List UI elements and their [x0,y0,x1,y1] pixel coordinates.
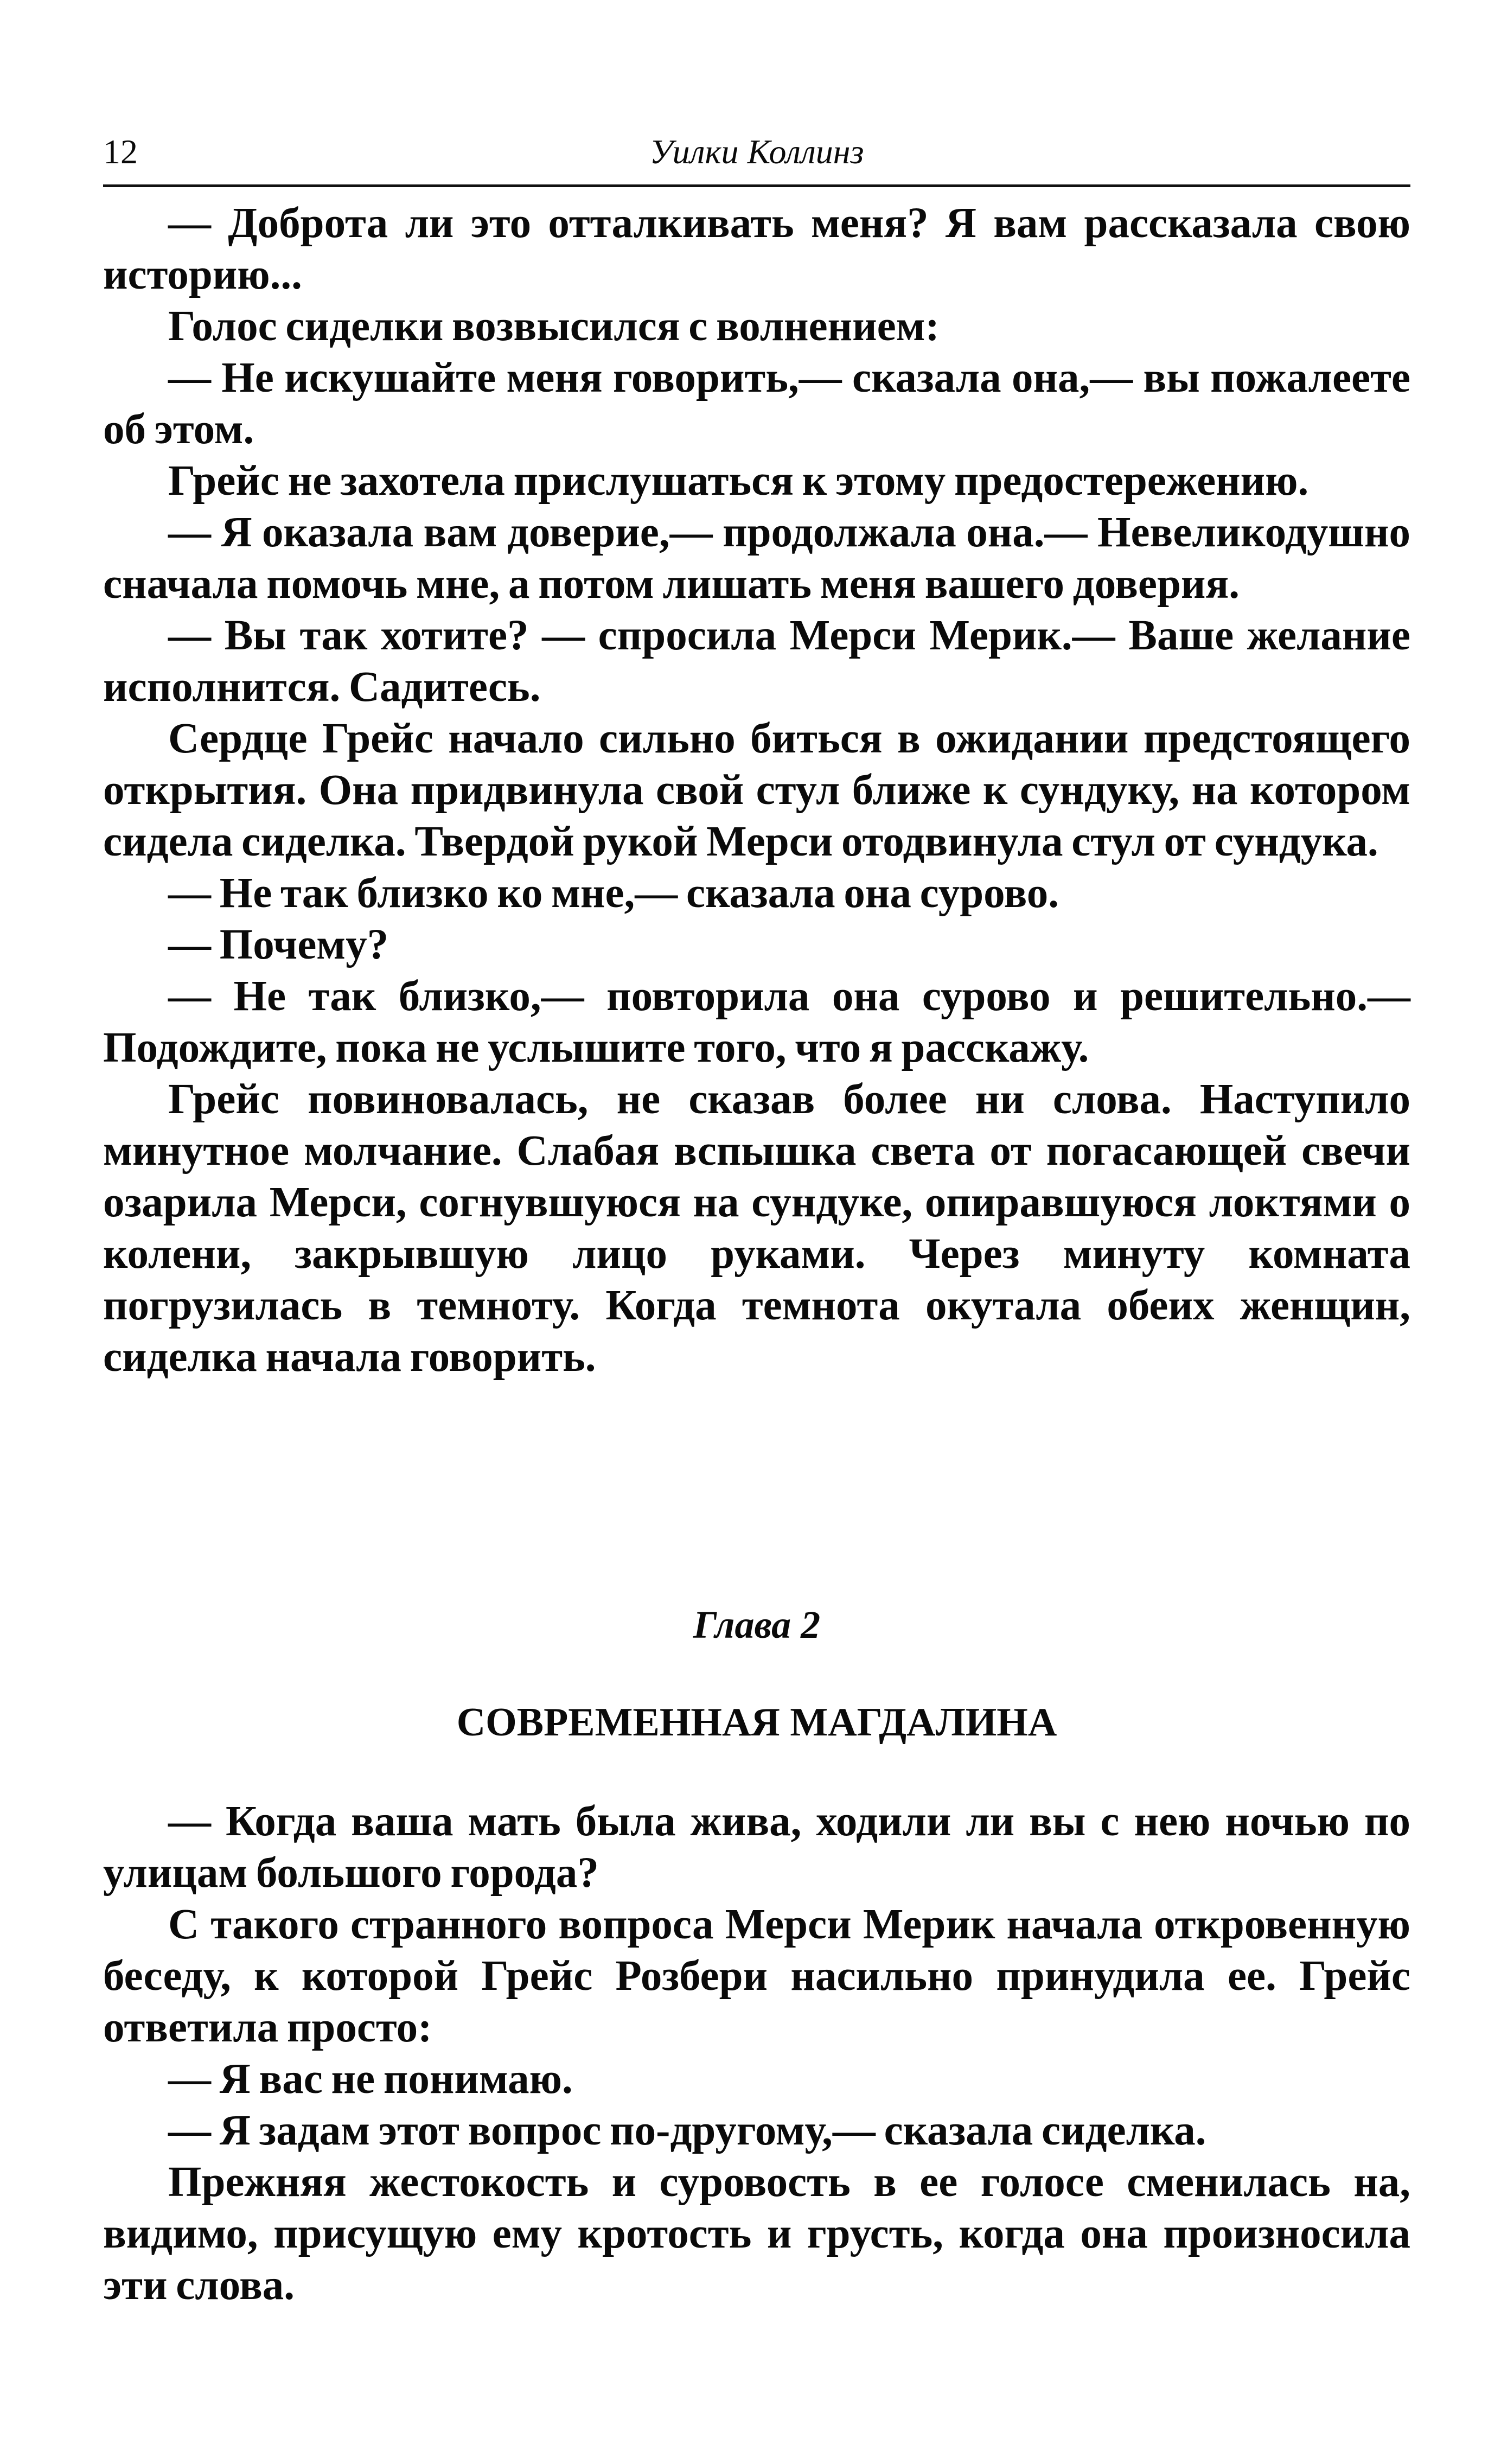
chapter-label: Глава 2 [693,1603,821,1646]
paragraph: Сердце Грейс начало сильно биться в ожидании предстоящего открытия. Она придвинула свой стул ближе к сундуку, на котором сидела сиделка. Твердой рукой Мерси отодвинула стул от сундука. [103,715,1410,865]
paragraph: Грейс повиновалась, не сказав более ни слова. Наступило минутное молчание. Слабая вспышка света от погасающей свечи озарила Мерси, согнувшуюся на сундуке, опиравшуюся локтями о колени, закрывшую лицо руками. Через минуту комната погрузилась в темноту. Когда темнота окутала обеих женщин, сиделка начала говорить. [103,1076,1410,1381]
paragraph: — Не искушайте меня говорить,— сказала она,— вы пожалеете об этом. [103,354,1410,453]
paragraph: — Я задам этот вопрос по-другому,— сказала сиделка. [168,2107,1206,2154]
chapter-2-text [103,1796,1410,2311]
paragraph: — Доброта ли это отталкивать меня? Я вам рассказала свою историю... [103,200,1410,298]
chapter-1-ending-text [103,197,1410,1383]
chapter-title: СОВРЕМЕННАЯ МАГДАЛИНА [456,1700,1057,1745]
paragraph: — Почему? [168,921,389,968]
paragraph: — Я вас не понимаю. [168,2056,573,2103]
paragraph: Голос сиделки возвысился с волнением: [168,303,940,350]
paragraph: Грейс не захотела прислушаться к этому предостережению. [168,457,1309,505]
header-rule [103,184,1410,187]
running-head-author: Уилки Коллинз [649,132,864,171]
page-number: 12 [103,132,138,171]
running-head [103,127,1410,176]
paragraph: С такого странного вопроса Мерси Мерик начала откровенную беседу, к которой Грейс Розбери насильно принудила ее. Грейс ответила просто: [103,1901,1410,2051]
paragraph: — Я оказала вам доверие,— продолжала она.— Невеликодушно сначала помочь мне, а потом лишать меня вашего доверия. [103,509,1410,608]
paragraph: — Вы так хотите? — спросила Мерси Мерик.— Ваше желание исполнится. Садитесь. [103,612,1410,711]
paragraph: — Когда ваша мать была жива, ходили ли вы с нею ночью по улицам большого города? [103,1798,1410,1897]
paragraph: — Не так близко ко мне,— сказала она сурово. [168,870,1059,917]
book-page [103,0,1410,2464]
paragraph: — Не так близко,— повторила она сурово и решительно.— Подождите, пока не услышите того, что я расскажу. [103,973,1410,1071]
paragraph: Прежняя жестокость и суровость в ее голосе сменилась на, видимо, присущую ему кротость и грусть, когда она произносила эти слова. [103,2159,1410,2309]
